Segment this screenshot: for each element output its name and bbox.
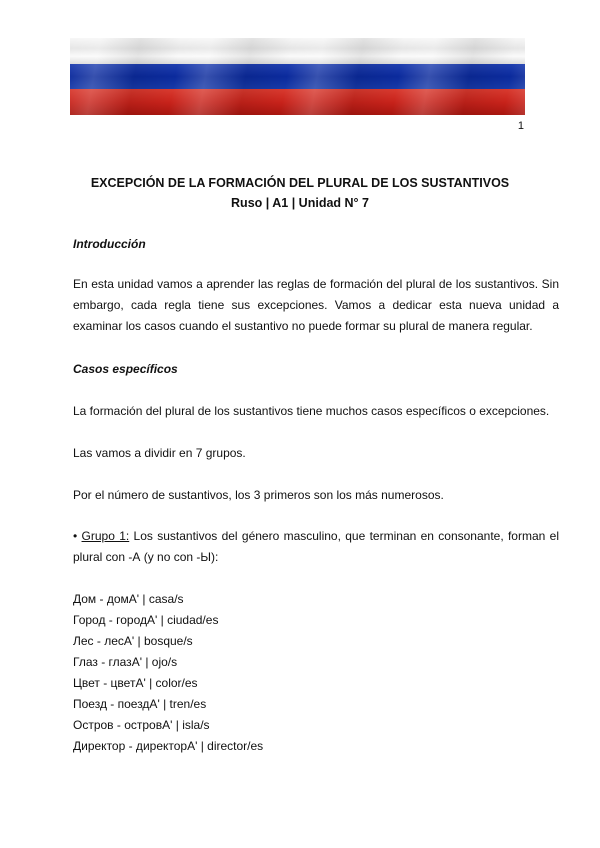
casos-heading: Casos específicos	[73, 362, 178, 376]
grupo1-paragraph	[73, 526, 559, 568]
russian-flag-banner	[70, 38, 525, 115]
document-title: EXCEPCIÓN DE LA FORMACIÓN DEL PLURAL DE LOS SUSTANTIVOS	[90, 176, 510, 190]
example-item: Лес - лесА' | bosque/s	[73, 634, 193, 648]
example-item: Поезд - поездА' | tren/es	[73, 697, 207, 711]
example-item: Цвет - цветА' | color/es	[73, 676, 198, 690]
example-item: Город - городА' | ciudad/es	[73, 613, 219, 627]
bullet: •	[73, 529, 78, 543]
casos-paragraph-1: La formación del plural de los sustantivos tiene muchos casos específicos o excepciones.	[73, 404, 550, 418]
intro-paragraph: En esta unidad vamos a aprender las reglas de formación del plural de los sustantivos. Sin embargo, cada regla tiene sus excepciones. Vamos a dedicar esta nueva unidad a examinar los casos cuando el sustantivo no puede formar su plural de manera regular.	[73, 277, 559, 333]
example-item: Глаз - глазА' | ojo/s	[73, 655, 178, 669]
example-item: Директор - директорА' | director/es	[73, 739, 264, 753]
intro-heading: Introducción	[73, 237, 146, 251]
document-subtitle: Ruso | A1 | Unidad N° 7	[231, 196, 369, 210]
grupo1-text: Los sustantivos del género masculino, que terminan en consonante, forman el plural con -А (y no con -Ы):	[73, 529, 559, 564]
casos-paragraph-3: Por el número de sustantivos, los 3 primeros son los más numerosos.	[73, 488, 444, 502]
page-number: 1	[517, 120, 524, 132]
grupo1-label: Grupo 1:	[81, 529, 130, 543]
example-item: Дом - домА' | casa/s	[73, 592, 184, 606]
example-item: Остров - островА' | isla/s	[73, 718, 210, 732]
flag-wave-shading	[70, 38, 525, 115]
casos-paragraph-2: Las vamos a dividir en 7 grupos.	[73, 446, 246, 460]
